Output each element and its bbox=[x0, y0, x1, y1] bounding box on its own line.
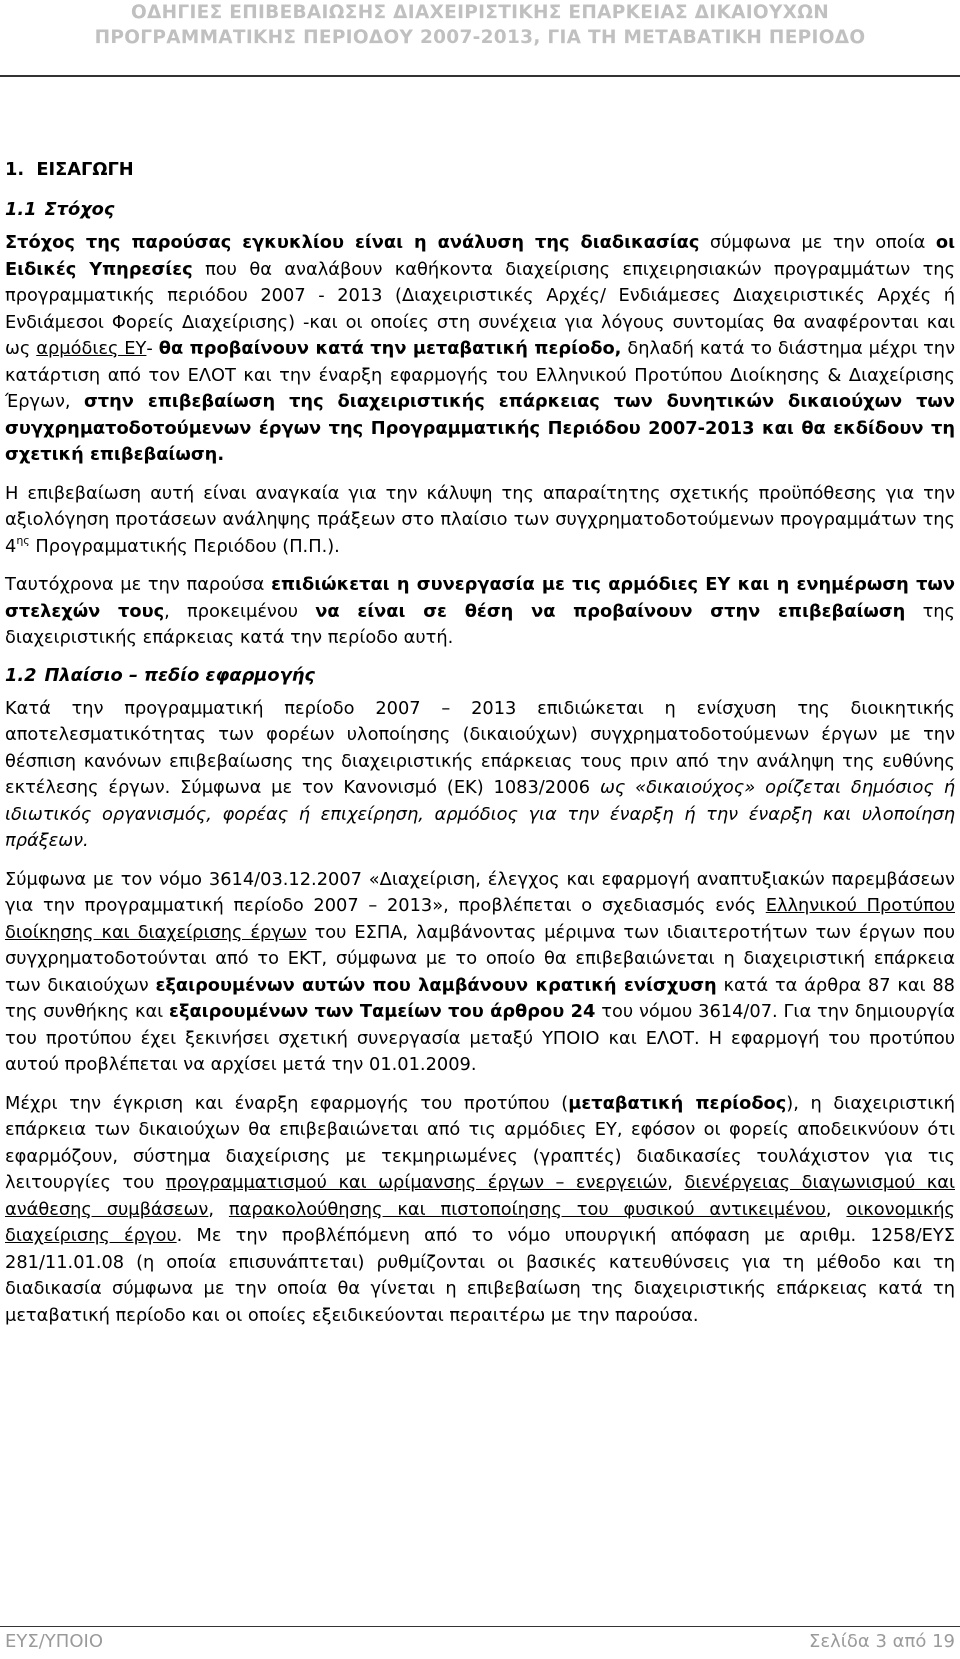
footer-divider bbox=[0, 1626, 960, 1627]
text-run: κατά τα άρθρα 87 και 88 της συνθήκης και bbox=[5, 974, 955, 1022]
text-run: εξαιρουμένων αυτών που λαμβάνουν κρατική ενίσχυση bbox=[155, 974, 717, 996]
paragraph bbox=[5, 230, 955, 469]
text-run: Στόχος της παρούσας εγκυκλίου είναι η ανάλυση της διαδικασίας bbox=[5, 232, 700, 253]
text-run: οι Ειδικές Υπηρεσίες bbox=[5, 232, 956, 280]
footer-organization: ΕΥΣ/ΥΠΟΙΟ bbox=[5, 1631, 103, 1652]
text-run: . Με την προβλέπόμενη από το νόμο υπουργική απόφαση με αριθμ. 1258/ΕΥΣ 281/11.01.08 (η οποία επισυνάπτεται) ρυθμίζονται οι βασικές κατευθύνσεις για τη μέθοδο και τη διαδικασία σύμφωνα με την οποία θα γίνεται η επιβεβαίωση της διαχειριστικής επάρκειας κατά τη μεταβατική περίοδο και οι οποίες εξειδικεύονται περαιτέρω με την παρούσα. bbox=[5, 1225, 955, 1326]
text-run: δηλαδή κατά το διάστημα μέχρι την κατάρτιση από τον ΕΛΟΤ και την έναρξη εφαρμογής του Ελληνικού Προτύπου Διοίκησης & Διαχείρισης Έργων, bbox=[5, 338, 956, 412]
superscript: ης bbox=[16, 533, 30, 547]
text-run: διενέργειας διαγωνισμού και ανάθεσης συμβάσεων bbox=[5, 1172, 955, 1220]
text-run: Ταυτόχρονα με την παρούσα bbox=[5, 574, 272, 595]
text-run: , bbox=[825, 1198, 847, 1220]
header-divider bbox=[0, 75, 960, 77]
paragraph bbox=[5, 481, 955, 561]
subsection-number: 1.2 bbox=[5, 664, 37, 686]
text-run: να είναι σε θέση να προβαίνουν στην επιβεβαίωση bbox=[315, 600, 906, 622]
text-run: σύμφωνα με την οποία bbox=[699, 232, 936, 253]
text-run: - bbox=[146, 338, 159, 359]
subsection-title: Πλαίσιο – πεδίο εφαρμογής bbox=[44, 664, 315, 686]
paragraph bbox=[5, 572, 955, 652]
paragraph bbox=[5, 696, 955, 855]
text-run: επιδιώκεται η συνεργασία με τις αρμόδιες ΕΥ και η ενημέρωση των στελεχών τους bbox=[5, 574, 956, 622]
document-body bbox=[5, 158, 955, 1341]
text-run: Προγραμματικής Περιόδου (Π.Π.). bbox=[29, 535, 340, 557]
text-run: εξαιρουμένων των Ταμείων του άρθρου 24 bbox=[169, 1001, 596, 1022]
text-run: Μέχρι την έγκριση και έναρξη εφαρμογής του προτύπου ( bbox=[5, 1092, 569, 1114]
section-title: ΕΙΣΑΓΩΓΗ bbox=[36, 159, 134, 180]
page-number: Σελίδα 3 από 19 bbox=[809, 1631, 955, 1652]
section-heading bbox=[5, 158, 955, 182]
paragraph bbox=[5, 1091, 955, 1330]
text-run: προγραμματισμού και ωρίμανσης έργων – ενεργειών bbox=[165, 1172, 668, 1193]
text-run: Ελληνικού Προτύπου διοίκησης και διαχείρισης έργων bbox=[5, 895, 955, 943]
text-run: θα προβαίνουν κατά την μεταβατική περίοδο, bbox=[158, 338, 622, 359]
subsection-heading-1-1 bbox=[5, 198, 955, 222]
text-run: αρμόδιες ΕΥ bbox=[36, 338, 147, 359]
text-run: του νόμου 3614/07. Για την δημιουργία του προτύπου έχει ξεκινήσει σχετική συνεργασία μεταξύ ΥΠΟΙΟ και ΕΛΟΤ. Η εφαρμογή του προτύπου αυτού προβλέπεται να αρχίσει μετά την 01.01.2009. bbox=[5, 1001, 955, 1075]
section-number: 1. bbox=[5, 159, 25, 180]
header-line-2: ΠΡΟΓΡΑΜΜΑΤΙΚΗΣ ΠΕΡΙΟΔΟΥ 2007-2013, ΓΙΑ ΤΗ ΜΕΤΑΒΑΤΙΚΗ ΠΕΡΙΟΔΟ bbox=[94, 27, 866, 48]
text-run: παρακολούθησης και πιστοποίησης του φυσικού αντικειμένου bbox=[228, 1198, 826, 1220]
subsection-heading-1-2 bbox=[5, 664, 955, 688]
page-header bbox=[0, 0, 960, 50]
text-run: ), η διαχειριστική επάρκεια των δικαιούχων θα επιβεβαιώνεται από τις αρμόδιες ΕΥ, εφόσον οι φορείς αποδεικνύουν ότι εφαρμόζουν, σύστημα διαχείρισης με τεκμηριωμένες (γραπτές) διαδικασίες τουλάχιστον για τις λειτουργίες του bbox=[5, 1092, 955, 1193]
text-run: Σύμφωνα με τον νόμο 3614/03.12.2007 «Διαχείριση, έλεγχος και εφαρμογή αναπτυξιακών παρεμβάσεων για την προγραμματική περίοδο 2007 – 2013», προβλέπεται ο σχεδιασμός ενός bbox=[5, 868, 955, 916]
header-line-1: ΟΔΗΓΙΕΣ ΕΠΙΒΕΒΑΙΩΣΗΣ ΔΙΑΧΕΙΡΙΣΤΙΚΗΣ ΕΠΑΡΚΕΙΑΣ ΔΙΚΑΙΟΥΧΩΝ bbox=[130, 2, 830, 23]
text-run: του ΕΣΠΑ, λαμβάνοντας μέριμνα των ιδιαιτεροτήτων των έργων που συγχρηματοδοτούνται από το ΕΚΤ, σύμφωνα με το οποίο θα επιβεβαιώνεται η διαχειριστική επάρκεια των δικαιούχων bbox=[5, 921, 955, 996]
text-run: ως «δικαιούχος» ορίζεται δημόσιος ή ιδιωτικός οργανισμός, φορέας ή επιχείρηση, αρμόδιος για την έναρξη ή την έναρξη και υλοποίηση πράξεων. bbox=[5, 777, 955, 851]
text-run: που θα αναλάβουν καθήκοντα διαχείρισης επιχειρησιακών προγραμμάτων της προγραμματικής περιόδου 2007 - 2013 (Διαχειριστικές Αρχές/ Ενδιάμεσες Διαχειριστικές Αρχές ή Ενδιάμεσοι Φορείς Διαχείρισης) -και οι οποίες στη συνέχεια για λόγους συντομίας θα αναφέρονται και ως bbox=[5, 258, 956, 359]
text-run: , bbox=[208, 1198, 229, 1220]
text-run: της διαχειριστικής επάρκειας κατά την περίοδο αυτή. bbox=[5, 600, 955, 648]
text-run: , bbox=[667, 1172, 685, 1193]
text-run: στην επιβεβαίωση της διαχειριστικής επάρκειας των δυνητικών δικαιούχων των συγχρηματοδοτούμενων έργων της Προγραμματικής Περιόδου 2007-2013 και θα εκδίδουν τη σχετική επιβεβαίωση. bbox=[5, 391, 955, 465]
text-run: μεταβατική περίοδος bbox=[568, 1092, 787, 1114]
text-run: οικονομικής διαχείρισης έργου bbox=[5, 1198, 955, 1246]
text-run: Κατά την προγραμματική περίοδο 2007 – 2013 επιδιώκεται η ενίσχυση της διοικητικής αποτελεσματικότητας των φορέων υλοποίησης (δικαιούχων) συγχρηματοδοτούμενων έργων με την θέσπιση κανόνων επιβεβαίωσης της διαχειριστικής επάρκειας τους πριν από την ανάληψη της ευθύνης εκτέλεσης έργων. Σύμφωνα με τον Κανονισμό (ΕΚ) 1083/2006 bbox=[5, 697, 955, 798]
subsection-title: Στόχος bbox=[44, 199, 115, 220]
subsection-number: 1.1 bbox=[5, 199, 37, 220]
paragraph bbox=[5, 867, 955, 1079]
text-run: Η επιβεβαίωση αυτή είναι αναγκαία για την κάλυψη της απαραίτητης σχετικής προϋπόθεσης για την αξιολόγηση προτάσεων ανάληψης πράξεων στο πλαίσιο των συγχρηματοδοτούμενων προγραμμάτων της 4 bbox=[5, 482, 955, 557]
text-run: , προκειμένου bbox=[164, 600, 316, 622]
